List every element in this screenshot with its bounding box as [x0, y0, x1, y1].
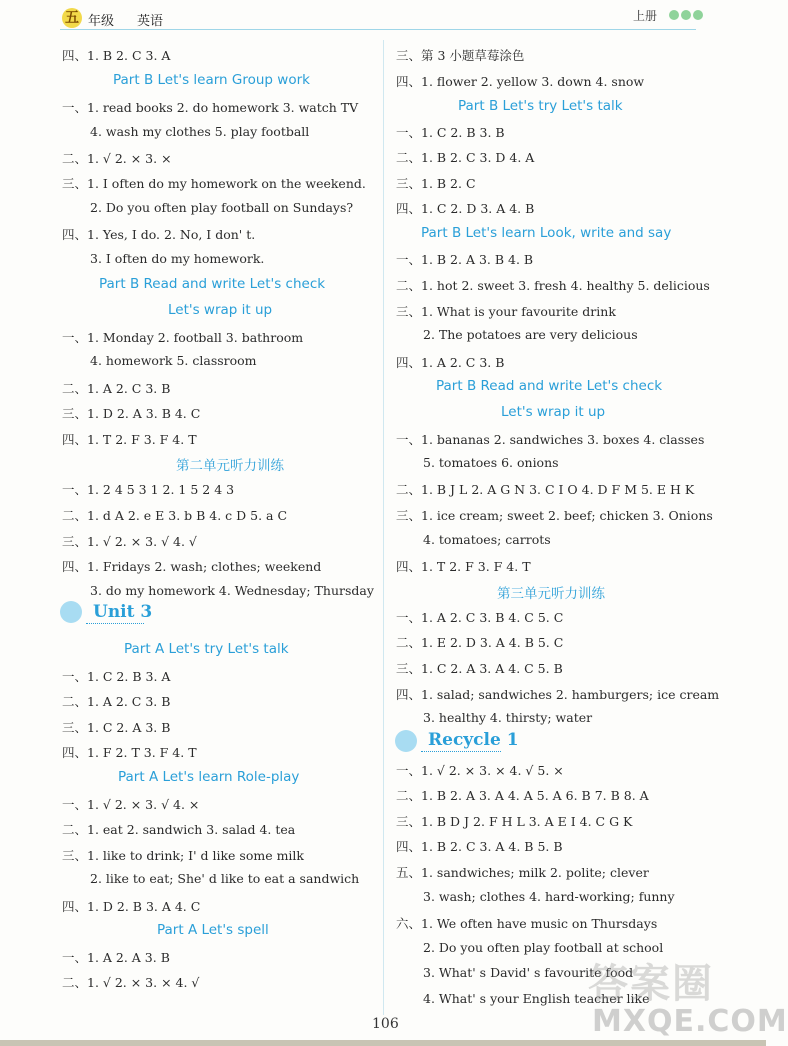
answer-line: 三、1. C 2. A 3. B	[62, 720, 171, 735]
section-heading: Part A Let's try Let's talk	[124, 641, 289, 657]
answer-line: 二、1. B J L 2. A G N 3. C I O 4. D F M 5. E H K	[396, 482, 695, 497]
answer-line: 4. tomatoes; carrots	[423, 532, 551, 547]
unit-icon	[60, 601, 82, 623]
answer-line: 3. healthy 4. thirsty; water	[423, 710, 593, 725]
answer-line: 四、1. salad; sandwiches 2. hamburgers; ice cream	[396, 687, 720, 702]
answer-line: 三、1. What is your favourite drink	[396, 304, 616, 319]
answer-line: 4. homework 5. classroom	[90, 353, 257, 368]
section-heading: 第三单元听力训练	[497, 586, 605, 602]
section-heading: Let's wrap it up	[501, 404, 606, 420]
answer-line: 一、1. Monday 2. football 3. bathroom	[62, 330, 304, 345]
unit-underline	[86, 623, 144, 624]
answer-line: 四、1. D 2. B 3. A 4. C	[62, 899, 201, 914]
answer-line: 一、1. √ 2. × 3. √ 4. ×	[62, 797, 200, 812]
answer-line: 三、1. like to drink; I' d like some milk	[62, 848, 304, 863]
section-heading: Part B Let's learn Look, write and say	[421, 225, 672, 241]
answer-line: 三、1. B D J 2. F H L 3. A E I 4. C G K	[396, 814, 633, 829]
section-heading: Part B Let's try Let's talk	[458, 98, 623, 114]
answer-line: 三、1. ice cream; sweet 2. beef; chicken 3. Onions	[396, 508, 713, 523]
subject-label: 英语	[137, 14, 164, 29]
unit-title: Unit 3	[93, 602, 153, 622]
answer-line: 四、1. T 2. F 3. F 4. T	[62, 432, 197, 447]
answer-line: 三、1. I often do my homework on the weekend.	[62, 176, 366, 191]
answer-line: 一、1. 2 4 5 3 1 2. 1 5 2 4 3	[62, 482, 235, 497]
answer-line: 二、1. √ 2. × 3. × 4. √	[62, 975, 200, 990]
answer-line: 二、1. E 2. D 3. A 4. B 5. C	[396, 635, 564, 650]
answer-line: 2. The potatoes are very delicious	[423, 327, 638, 342]
column-divider	[383, 40, 384, 1015]
unit-title: Recycle 1	[428, 730, 519, 750]
section-heading: 第二单元听力训练	[176, 458, 284, 474]
answer-line: 四、1. C 2. D 3. A 4. B	[396, 201, 535, 216]
grade-badge: 五	[62, 8, 82, 28]
answer-line: 二、1. √ 2. × 3. ×	[62, 151, 172, 166]
answer-line: 二、1. B 2. A 3. A 4. A 5. A 6. B 7. B 8. A	[396, 788, 649, 803]
section-heading: Part B Read and write Let's check	[436, 378, 663, 394]
answer-line: 一、1. read books 2. do homework 3. watch TV	[62, 100, 359, 115]
unit-underline	[421, 751, 501, 752]
answer-line: 三、1. D 2. A 3. B 4. C	[62, 406, 201, 421]
answer-line: 三、1. √ 2. × 3. √ 4. √	[62, 534, 197, 549]
answer-line: 一、1. A 2. C 3. B 4. C 5. C	[396, 610, 564, 625]
section-heading: Part B Let's learn Group work	[113, 72, 310, 88]
section-heading: Part A Let's learn Role-play	[118, 769, 300, 785]
answer-line: 五、1. sandwiches; milk 2. polite; clever	[396, 865, 649, 880]
answer-line: 二、1. A 2. C 3. B	[62, 694, 171, 709]
answer-line: 一、1. C 2. B 3. A	[62, 669, 171, 684]
header-rule	[60, 29, 696, 30]
answer-line: 3. I often do my homework.	[90, 251, 265, 266]
answer-line: 三、第 3 小题草莓涂色	[396, 48, 525, 63]
section-heading: Part B Read and write Let's check	[99, 276, 326, 292]
answer-line: 4. What' s your English teacher like	[423, 991, 650, 1006]
section-heading: Part A Let's spell	[157, 922, 269, 938]
answer-line: 四、1. B 2. C 3. A	[62, 48, 171, 63]
answer-line: 二、1. eat 2. sandwich 3. salad 4. tea	[62, 822, 296, 837]
answer-line: 四、1. F 2. T 3. F 4. T	[62, 745, 197, 760]
answer-line: 二、1. d A 2. e E 3. b B 4. c D 5. a C	[62, 508, 288, 523]
answer-line: 3. What' s David' s favourite food	[423, 965, 634, 980]
answer-line: 二、1. hot 2. sweet 3. fresh 4. healthy 5. delicious	[396, 278, 710, 293]
section-heading: Let's wrap it up	[168, 302, 273, 318]
answer-line: 一、1. B 2. A 3. B 4. B	[396, 252, 534, 267]
answer-line: 一、1. √ 2. × 3. × 4. √ 5. ×	[396, 763, 564, 778]
bottom-bar	[0, 1040, 766, 1046]
answer-line: 5. tomatoes 6. onions	[423, 455, 559, 470]
answer-line: 一、1. bananas 2. sandwiches 3. boxes 4. classes	[396, 432, 705, 447]
page-header	[0, 0, 766, 34]
answer-line: 四、1. T 2. F 3. F 4. T	[396, 559, 531, 574]
decorative-dots	[669, 10, 703, 20]
answer-line: 一、1. C 2. B 3. B	[396, 125, 505, 140]
answer-line: 4. wash my clothes 5. play football	[90, 124, 310, 139]
answer-line: 二、1. B 2. C 3. D 4. A	[396, 150, 535, 165]
answer-line: 六、1. We often have music on Thursdays	[396, 916, 658, 931]
answer-line: 四、1. B 2. C 3. A 4. B 5. B	[396, 839, 563, 854]
answer-line: 二、1. A 2. C 3. B	[62, 381, 171, 396]
answer-line: 三、1. C 2. A 3. A 4. C 5. B	[396, 661, 563, 676]
watermark-logo: 答案圈	[588, 961, 714, 1007]
answer-line: 2. Do you often play football at school	[423, 940, 664, 955]
grade-label: 年级	[88, 14, 115, 29]
answer-line: 3. wash; clothes 4. hard-working; funny	[423, 889, 675, 904]
answer-line: 2. Do you often play football on Sundays?	[90, 200, 354, 215]
answer-line: 四、1. flower 2. yellow 3. down 4. snow	[396, 74, 645, 89]
volume-label: 上册	[633, 9, 658, 23]
unit-icon	[395, 730, 417, 752]
answer-line: 四、1. Fridays 2. wash; clothes; weekend	[62, 559, 322, 574]
watermark-url: MXQE.COM	[592, 1004, 788, 1039]
answer-line: 一、1. A 2. A 3. B	[62, 950, 170, 965]
answer-line: 三、1. B 2. C	[396, 176, 476, 191]
page-number: 106	[372, 1016, 399, 1032]
answer-line: 四、1. Yes, I do. 2. No, I don' t.	[62, 227, 256, 242]
answer-line: 四、1. A 2. C 3. B	[396, 355, 505, 370]
answer-line: 2. like to eat; She' d like to eat a sandwich	[90, 871, 360, 886]
answer-line: 3. do my homework 4. Wednesday; Thursday	[90, 583, 374, 598]
